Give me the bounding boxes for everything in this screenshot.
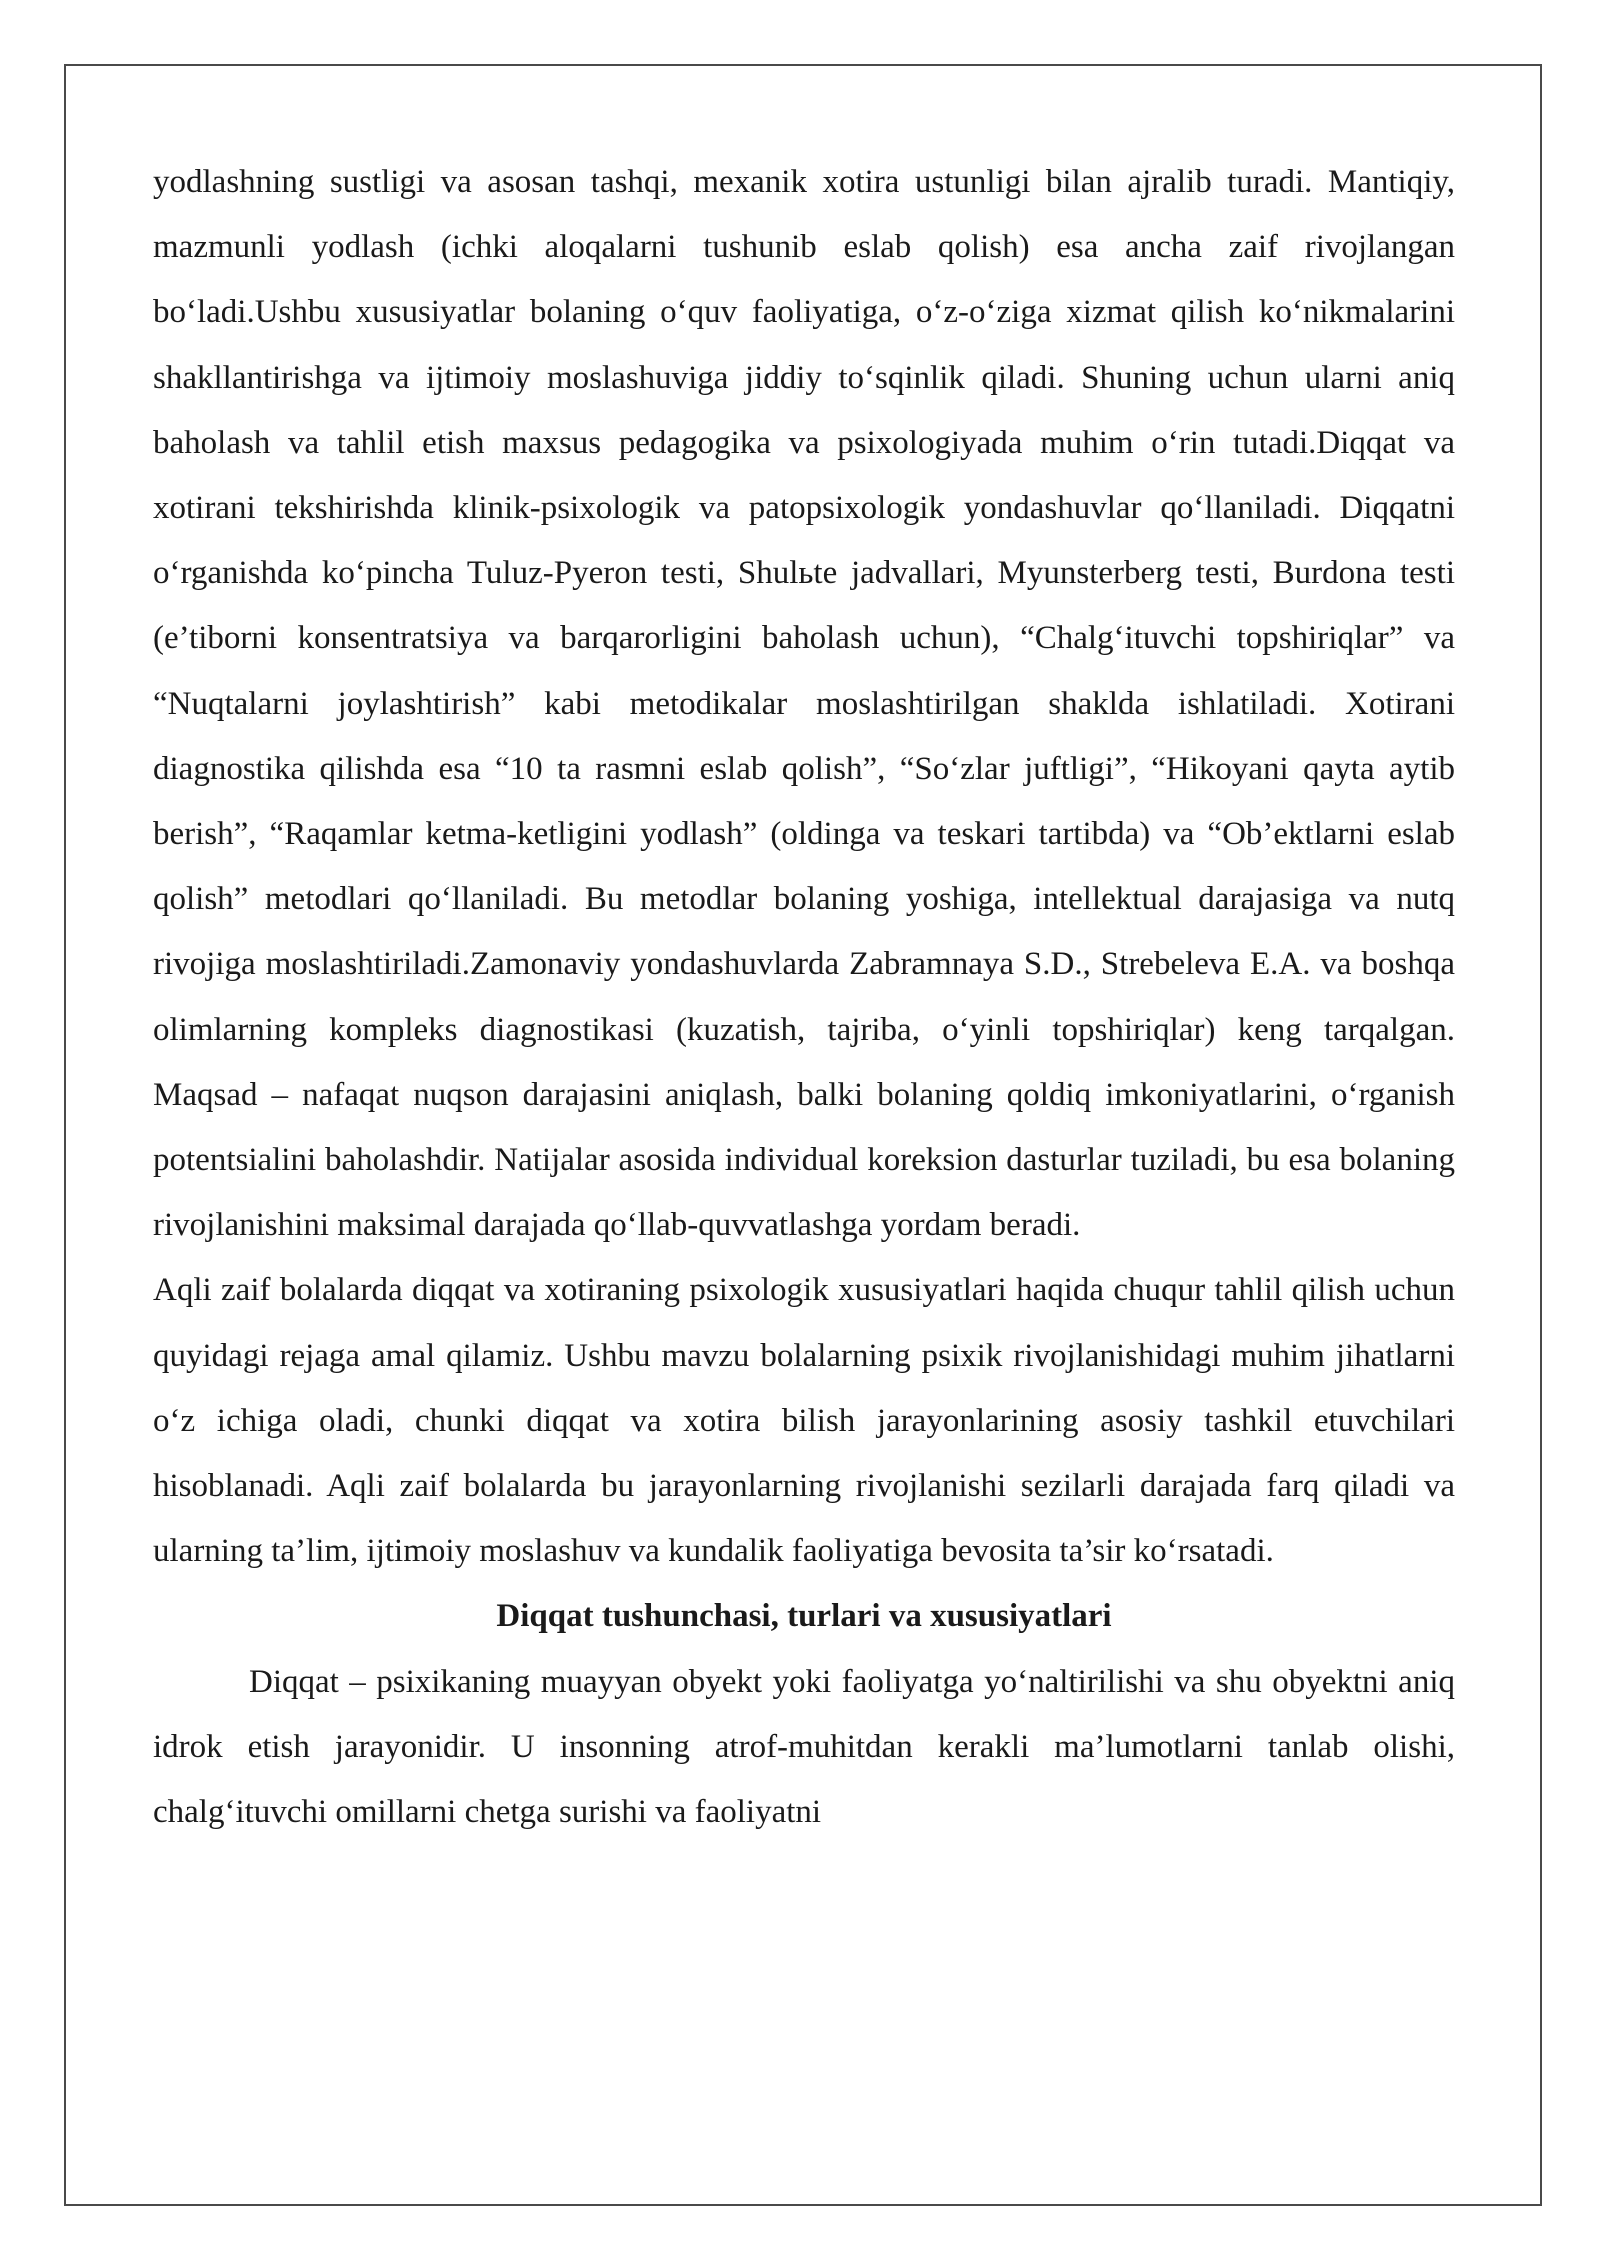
document-body xyxy=(153,150,1455,1845)
section-heading: Diqqat tushunchasi, turlari va xususiyatlari xyxy=(496,1598,1112,1635)
body-paragraph: Aqli zaif bolalarda diqqat va xotiraning psixologik xususiyatlari haqida chuqur tahlil qilish uchun quyidagi rejaga amal qilamiz. Ushbu mavzu bolalarning psixik rivojlanishidagi muhim jihatlarni o‘z ichiga oladi, chunki diqqat va xotira bilish jarayonlarining asosiy tashkil etuvchilari hisoblanadi. Aqli zaif bolalarda bu jarayonlarning rivojlanishi sezilarli darajada farq qiladi va ularning ta’lim, ijtimoiy moslashuv va kundalik faoliyatiga bevosita ta’sir ko‘rsatadi. xyxy=(153,1272,1455,1570)
body-paragraph: Diqqat – psixikaning muayyan obyekt yoki faoliyatga yo‘naltirilishi va shu obyektni aniq idrok etish jarayonidir. U insonning atrof-muhitdan kerakli ma’lumotlarni tanlab olishi, chalg‘ituvchi omillarni chetga surishi va faoliyatni xyxy=(153,1663,1455,1831)
body-paragraph: yodlashning sustligi va asosan tashqi, mexanik xotira ustunligi bilan ajralib turadi. Mantiqiy, mazmunli yodlash (ichki aloqalarni tushunib eslab qolish) esa ancha zaif rivojlangan bo‘ladi.Ushbu xususiyatlar bolaning o‘quv faoliyatiga, o‘z-o‘ziga xizmat qilish ko‘nikmalarini shakllantirishga va ijtimoiy moslashuviga jiddiy to‘sqinlik qiladi. Shuning uchun ularni aniq baholash va tahlil etish maxsus pedagogika va psixologiyada muhim o‘rin tutadi.Diqqat va xotirani tekshirishda klinik-psixologik va patopsixologik yondashuvlar qo‘llaniladi. Diqqatni o‘rganishda ko‘pincha Tuluz-Pyeron testi, Shulьte jadvallari, Myunsterberg testi, Burdona testi (e’tiborni konsentratsiya va barqarorligini baholash uchun), “Chalg‘ituvchi topshiriqlar” va “Nuqtalarni joylashtirish” kabi metodikalar moslashtirilgan shaklda ishlatiladi. Xotirani diagnostika qilishda esa “10 ta rasmni eslab qolish”, “So‘zlar juftligi”, “Hikoyani qayta aytib berish”, “Raqamlar ketma-ketligini yodlash” (oldinga va teskari tartibda) va “Ob’ektlarni eslab qolish” metodlari qo‘llaniladi. Bu metodlar bolaning yoshiga, intellektual darajasiga va nutq rivojiga moslashtiriladi.Zamonaviy yondashuvlarda Zabramnaya S.D., Strebeleva E.A. va boshqa olimlarning kompleks diagnostikasi (kuzatish, tajriba, o‘yinli topshiriqlar) keng tarqalgan. Maqsad – nafaqat nuqson darajasini aniqlash, balki bolaning qoldiq imkoniyatlarini, o‘rganish potentsialini baholashdir. Natijalar asosida individual koreksion dasturlar tuziladi, bu esa bolaning rivojlanishini maksimal darajada qo‘llab-quvvatlashga yordam beradi. xyxy=(153,164,1455,1244)
